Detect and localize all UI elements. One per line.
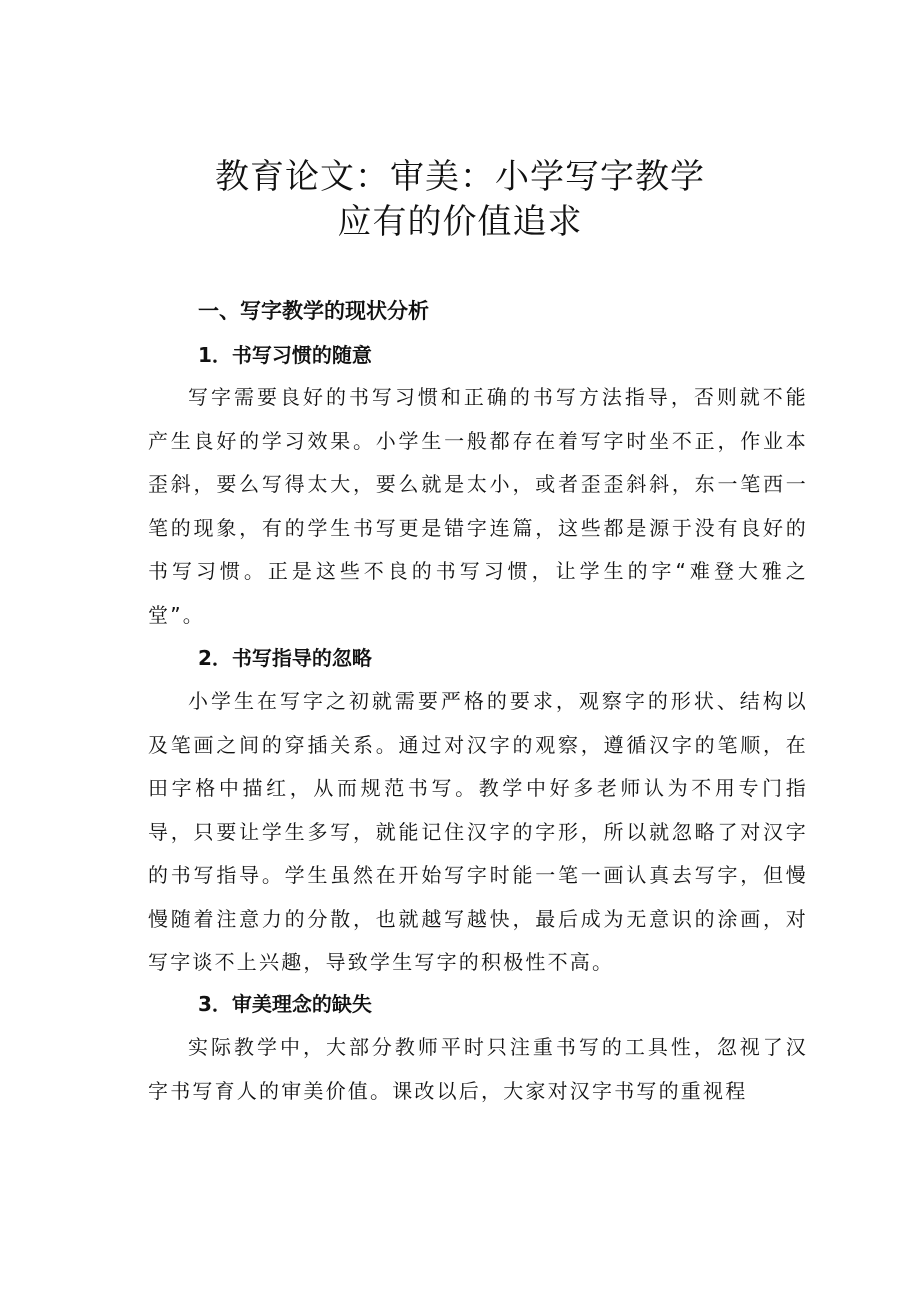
subsection-heading-3: 3．审美理念的缺失 [198, 992, 372, 1016]
paragraph-aesthetic-concept: 实际教学中，大部分教师平时只注重书写的工具性，忽视了汉字书写育人的审美价值。课改以后，大家对汉字书写的重视程 [148, 1035, 808, 1103]
section-heading-1: 一、写字教学的现状分析 [198, 299, 429, 323]
subsection-heading-2: 2．书写指导的忽略 [198, 646, 372, 670]
document-title-line-1: 教育论文：审美：小学写字教学 [215, 157, 705, 197]
paragraph-writing-habits: 写字需要良好的书写习惯和正确的书写方法指导，否则就不能产生良好的学习效果。小学生一般都存在着写字时坐不正，作业本歪斜，要么写得太大，要么就是太小，或者歪歪斜斜，东一笔西一笔的现象，有的学生书写更是错字连篇，这些都是源于没有良好的书写习惯。正是这些不良的书写习惯，让学生的字“难登大雅之堂”。 [148, 385, 808, 627]
document-title-line-2: 应有的价值追求 [337, 202, 583, 242]
subsection-heading-1: 1．书写习惯的随意 [198, 343, 372, 367]
paragraph-writing-guidance: 小学生在写字之初就需要严格的要求，观察字的形状、结构以及笔画之间的穿插关系。通过对汉字的观察，遵循汉字的笔顺，在田字格中描红，从而规范书写。教学中好多老师认为不用专门指导，只要让学生多写，就能记住汉字的字形，所以就忽略了对汉字的书写指导。学生虽然在开始写字时能一笔一画认真去写字，但慢慢随着注意力的分散，也就越写越快，最后成为无意识的涂画，对写字谈不上兴趣，导致学生写字的积极性不高。 [148, 689, 808, 974]
